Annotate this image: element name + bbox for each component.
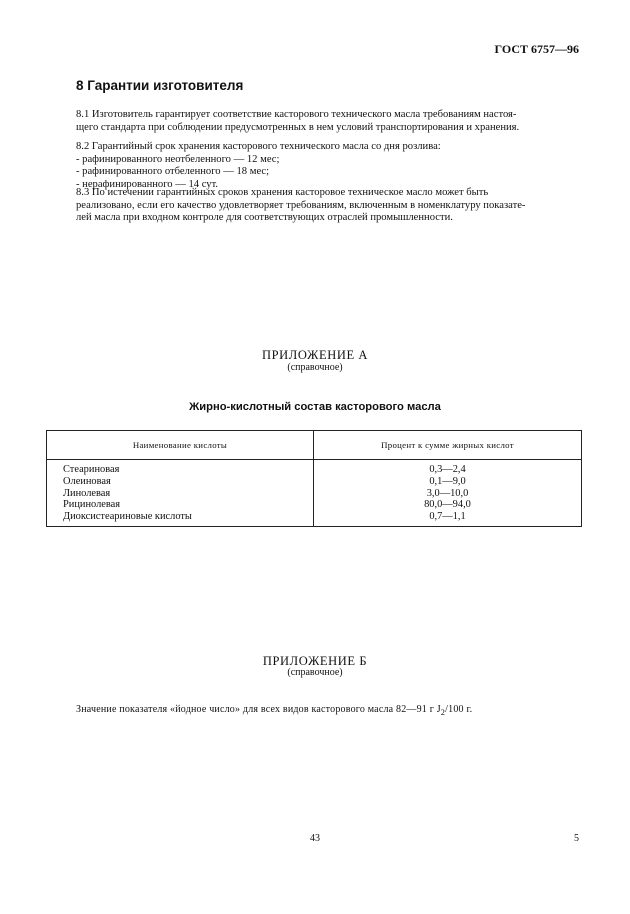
table-cell-value: 80,0—94,0 [424, 499, 471, 511]
table-cell-name: Диоксистеариновые кислоты [63, 511, 192, 523]
table-header-row [47, 431, 582, 460]
column-header-percent: Процент к сумме жирных кислот [314, 431, 582, 460]
appendix-a-title: ПРИЛОЖЕНИЕ А [261, 348, 369, 362]
table-cell-name: Рицинолевая [63, 499, 121, 511]
appendix-b-subtitle: (справочное) [287, 667, 343, 678]
iodine-text-main: Значение показателя «йодное число» для всех видов касторового масла 82—91 г J [76, 704, 441, 715]
iodine-value-text [76, 704, 472, 717]
text-line: щего стандарта при соблюдении предусмотренных в нем условий транспортирования и хранения. [76, 121, 520, 133]
table-cell-value: 0,7—1,1 [429, 511, 466, 523]
text-line: 8.3 По истечении гарантийных сроков хранения касторовое техническое масло может быть [76, 187, 489, 198]
table-cell-name: Олеиновая [63, 475, 111, 487]
text-line: 8.2 Гарантийный срок хранения касторового технического масла со дня розлива: [76, 141, 441, 152]
page-number-center: 43 [310, 833, 320, 844]
paragraph-8-2 [76, 141, 580, 191]
table-cell-name: Стеариновая [63, 464, 120, 475]
table-cell-value: 0,3—2,4 [429, 464, 466, 475]
text-line: 8.1 Изготовитель гарантирует соответствие касторового технического масла требованиям настоя- [76, 109, 517, 120]
text-line: реализовано, если его качество удовлетворяет требованиям, включенным в номенклатуру показате- [76, 199, 526, 211]
fatty-acid-table [46, 430, 582, 527]
iodine-subscript: 2 [440, 708, 446, 717]
list-item: - рафинированного отбеленного — 18 мес; [76, 166, 270, 178]
iodine-text-unit: /100 г. [445, 704, 473, 715]
paragraph-8-3 [76, 187, 580, 225]
table-title: Жирно-кислотный состав касторового масла [189, 401, 441, 413]
table-body-row [47, 460, 582, 527]
column-header-acid: Наименование кислоты [47, 431, 314, 460]
appendix-b-title: ПРИЛОЖЕНИЕ Б [262, 654, 368, 668]
percent-values-cell [314, 460, 582, 527]
paragraph-8-1 [76, 109, 580, 134]
section-title: 8 Гарантии изготовителя [76, 78, 244, 93]
page-number-right: 5 [574, 833, 579, 844]
list-item: - рафинированного неотбеленного — 12 мес; [76, 153, 280, 165]
table-cell-name: Линолевая [63, 487, 111, 499]
table-cell-value: 3,0—10,0 [426, 487, 469, 499]
list-item: - нерафинированного — 14 сут. [76, 178, 219, 190]
table-cell-value: 0,1—9,0 [429, 475, 466, 487]
acid-names-cell [47, 460, 314, 527]
text-line: лей масла при входном контроле для соответствующих отраслей промышленности. [76, 212, 453, 224]
appendix-a-subtitle: (справочное) [287, 362, 343, 373]
standard-number: ГОСТ 6757—96 [494, 42, 579, 56]
